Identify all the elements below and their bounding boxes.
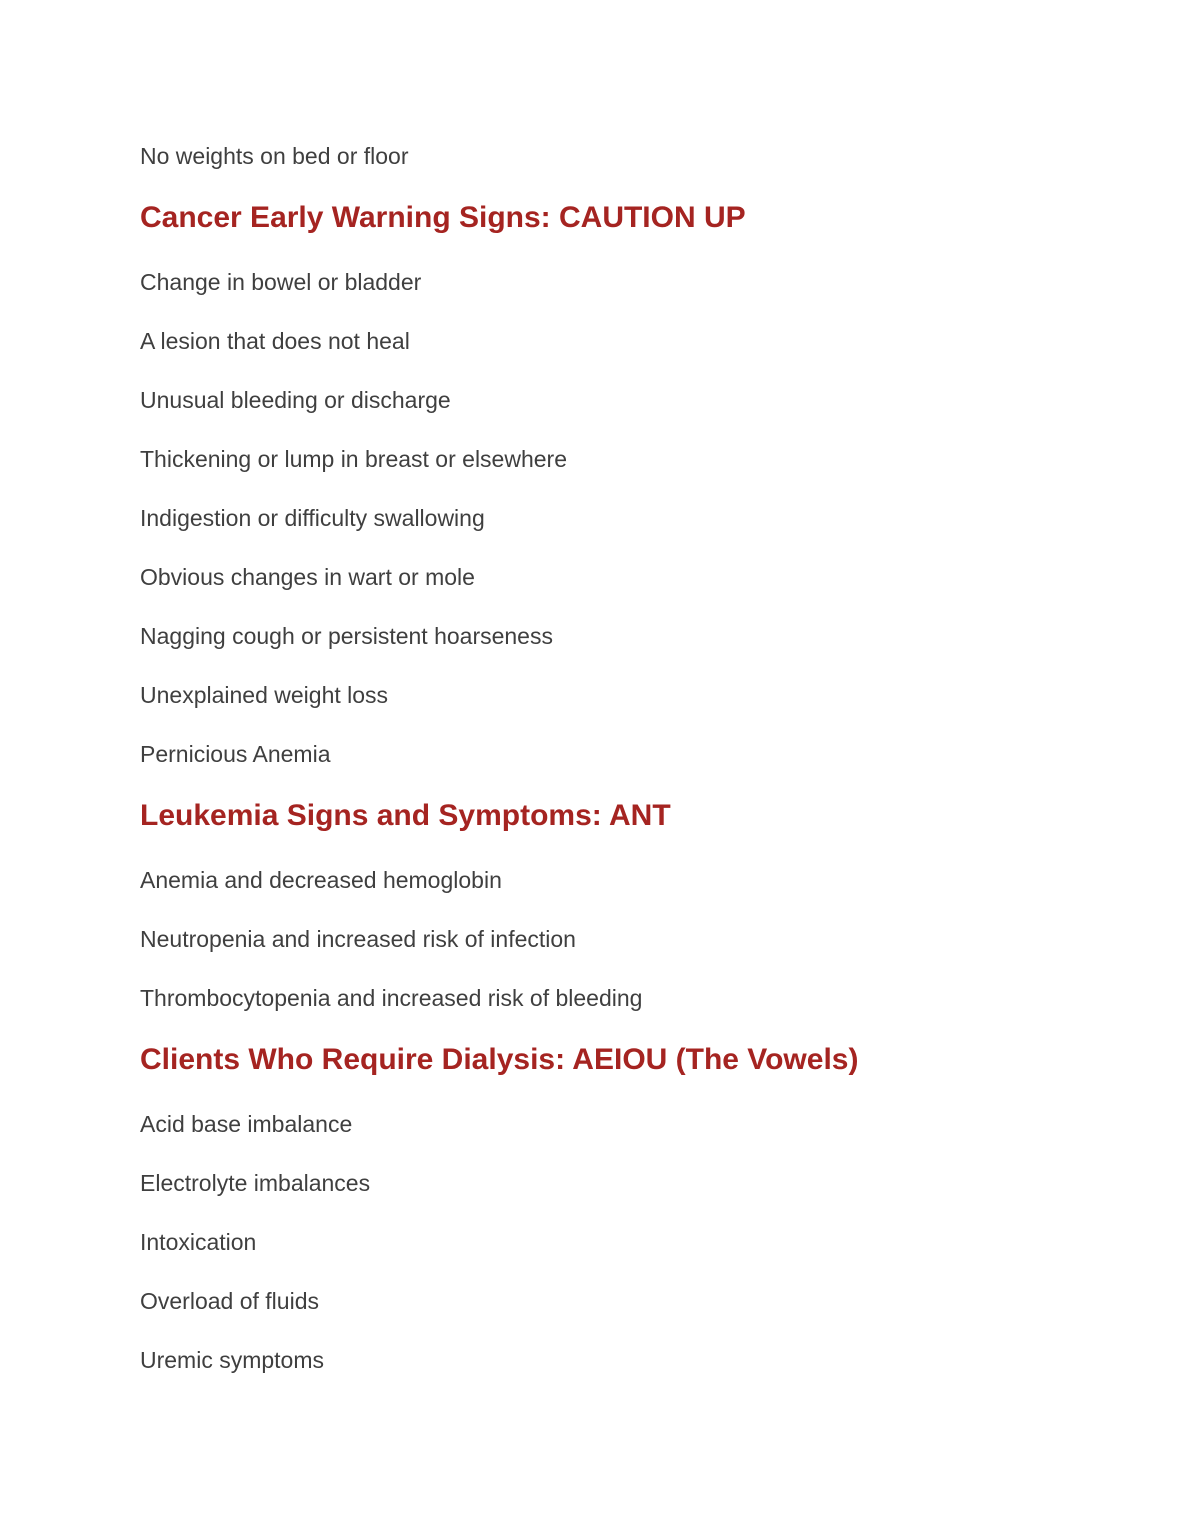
list-item: Thrombocytopenia and increased risk of bleeding <box>140 985 643 1011</box>
list-item: Anemia and decreased hemoglobin <box>140 867 502 893</box>
section-heading-cancer: Cancer Early Warning Signs: CAUTION UP <box>140 201 746 234</box>
list-item: Acid base imbalance <box>140 1111 353 1137</box>
list-item: Neutropenia and increased risk of infection <box>140 926 576 952</box>
list-item: Unusual bleeding or discharge <box>140 387 451 413</box>
list-item: Pernicious Anemia <box>140 741 331 767</box>
list-item: Unexplained weight loss <box>140 682 389 708</box>
intro-line: No weights on bed or floor <box>140 143 409 169</box>
section-heading-leukemia: Leukemia Signs and Symptoms: ANT <box>140 799 671 832</box>
list-item: Obvious changes in wart or mole <box>140 564 475 590</box>
list-item: Change in bowel or bladder <box>140 269 422 295</box>
list-item: Intoxication <box>140 1229 257 1255</box>
list-item: Electrolyte imbalances <box>140 1170 371 1196</box>
list-item: Overload of fluids <box>140 1288 319 1314</box>
list-item: A lesion that does not heal <box>140 328 410 354</box>
list-item: Uremic symptoms <box>140 1347 325 1373</box>
section-heading-dialysis: Clients Who Require Dialysis: AEIOU (The Vowels) <box>140 1043 859 1076</box>
list-item: Nagging cough or persistent hoarseness <box>140 623 553 649</box>
list-item: Indigestion or difficulty swallowing <box>140 505 485 531</box>
list-item: Thickening or lump in breast or elsewhere <box>140 446 567 472</box>
